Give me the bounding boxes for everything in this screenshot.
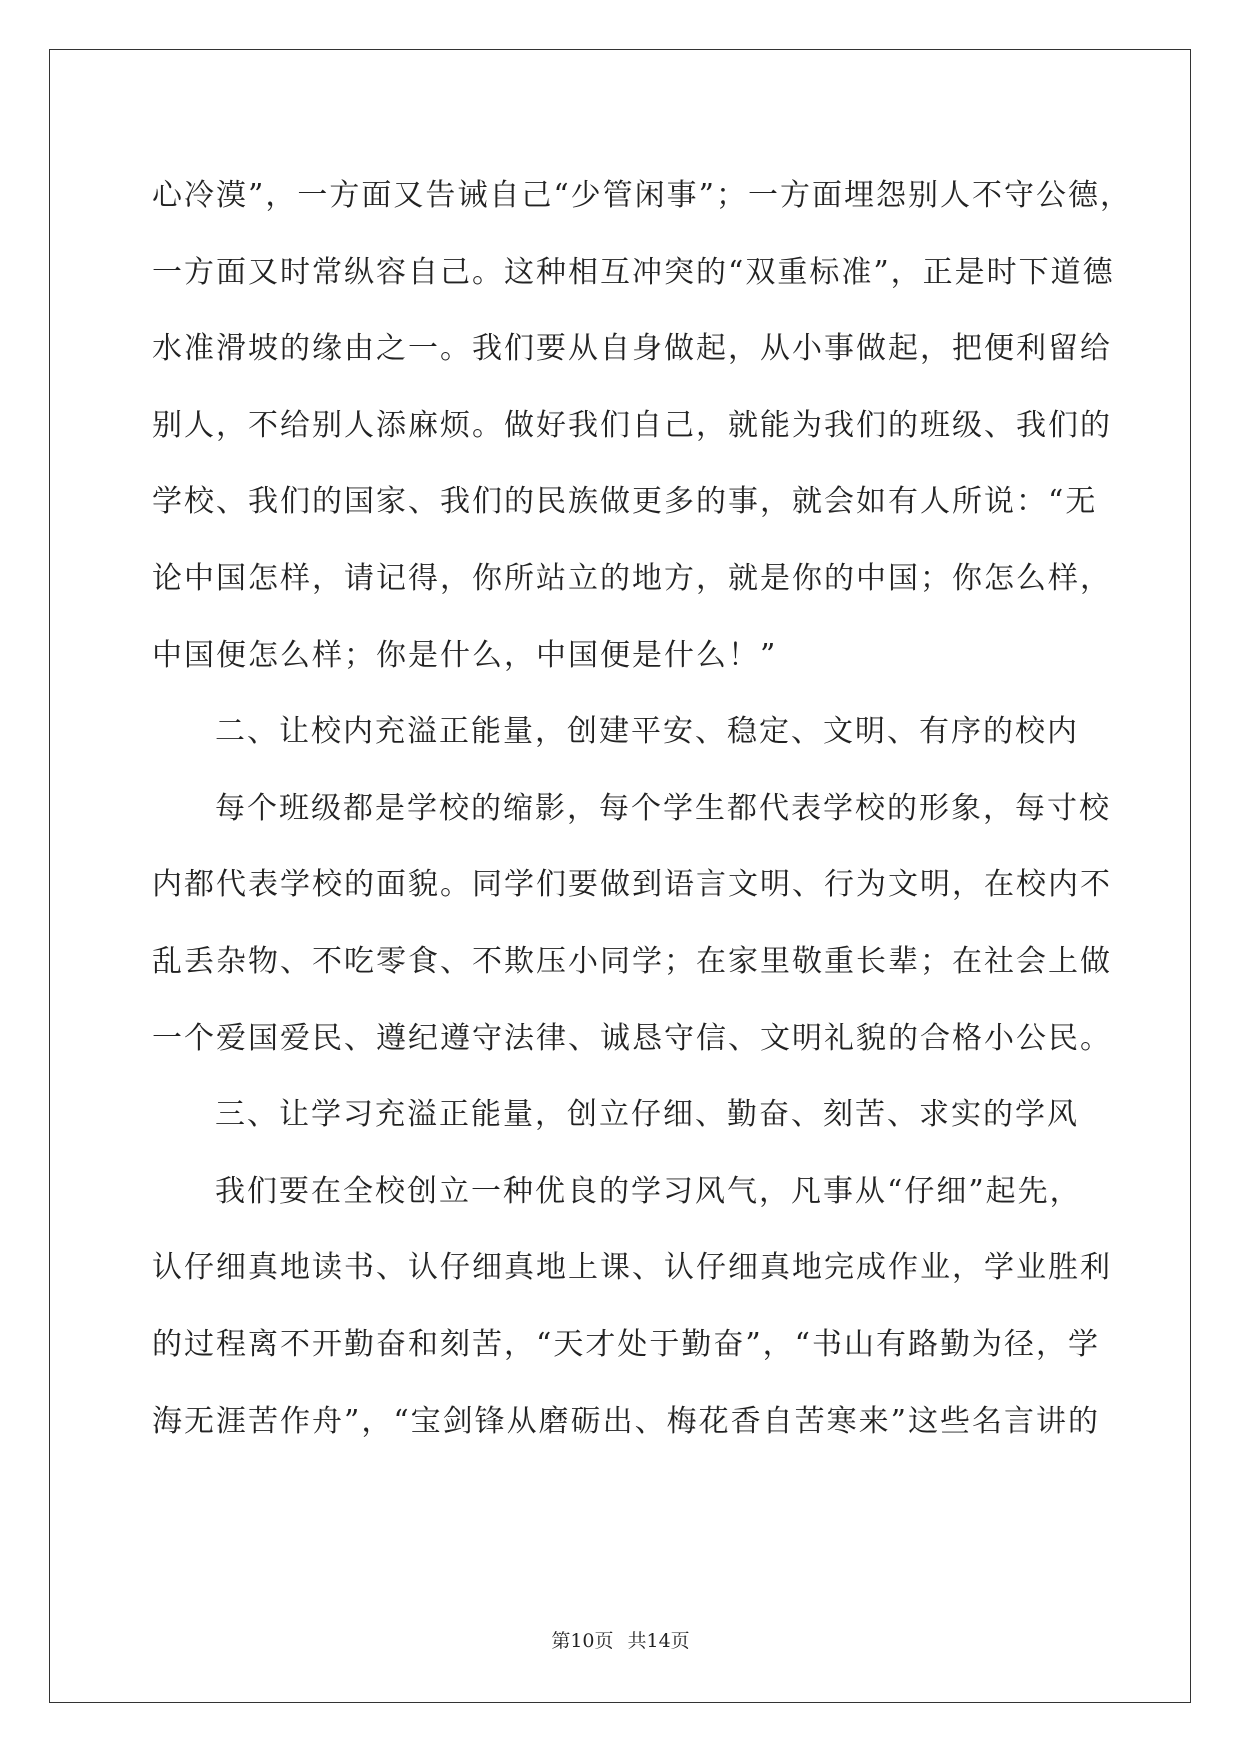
text-line: 每个班级都是学校的缩影，每个学生都代表学校的形象，每寸校 <box>215 790 1111 826</box>
text-line: 水准滑坡的缘由之一。我们要从自身做起，从小事做起，把便利留给 <box>152 331 1112 367</box>
text-line: 心冷漠”，一方面又告诫自己“少管闲事”；一方面埋怨别人不守公德， <box>152 178 1133 213</box>
text-line: 的过程离不开勤奋和刻苦，“天才处于勤奋”，“书山有路勤为径，学 <box>152 1326 1101 1362</box>
text-line: 学校、我们的国家、我们的民族做更多的事，就会如有人所说：“无 <box>152 484 1098 520</box>
page-total: 共14页 <box>627 1630 690 1652</box>
text-line: 乱丢杂物、不吃零食、不欺压小同学；在家里敬重长辈；在社会上做 <box>152 943 1112 979</box>
section-heading: 三、让学习充溢正能量，创立仔细、勤奋、刻苦、求实的学风 <box>215 1097 1079 1133</box>
text-line: 我们要在全校创立一种优良的学习风气，凡事从“仔细”起先， <box>215 1173 1082 1209</box>
text-line: 中国便怎么样；你是什么，中国便是什么！” <box>152 637 778 673</box>
text-line: 认仔细真地读书、认仔细真地上课、认仔细真地完成作业，学业胜利 <box>152 1250 1112 1286</box>
text-line: 海无涯苦作舟”，“宝剑锋从磨砺出、梅花香自苦寒来”这些名言讲的 <box>152 1403 1101 1439</box>
text-line: 一方面又时常纵容自己。这种相互冲突的“双重标准”，正是时下道德 <box>152 254 1115 290</box>
page-footer <box>0 1626 1241 1653</box>
section-heading: 二、让校内充溢正能量，创建平安、稳定、文明、有序的校内 <box>215 714 1079 750</box>
text-line: 内都代表学校的面貌。同学们要做到语言文明、行为文明，在校内不 <box>152 867 1112 903</box>
text-line: 一个爱国爱民、遵纪遵守法律、诚恳守信、文明礼貌的合格小公民。 <box>152 1020 1112 1056</box>
text-line: 别人，不给别人添麻烦。做好我们自己，就能为我们的班级、我们的 <box>152 407 1112 443</box>
page-number: 第10页 <box>551 1630 614 1652</box>
text-line: 论中国怎样，请记得，你所站立的地方，就是你的中国；你怎么样， <box>152 560 1112 596</box>
document-body <box>152 158 1133 1460</box>
